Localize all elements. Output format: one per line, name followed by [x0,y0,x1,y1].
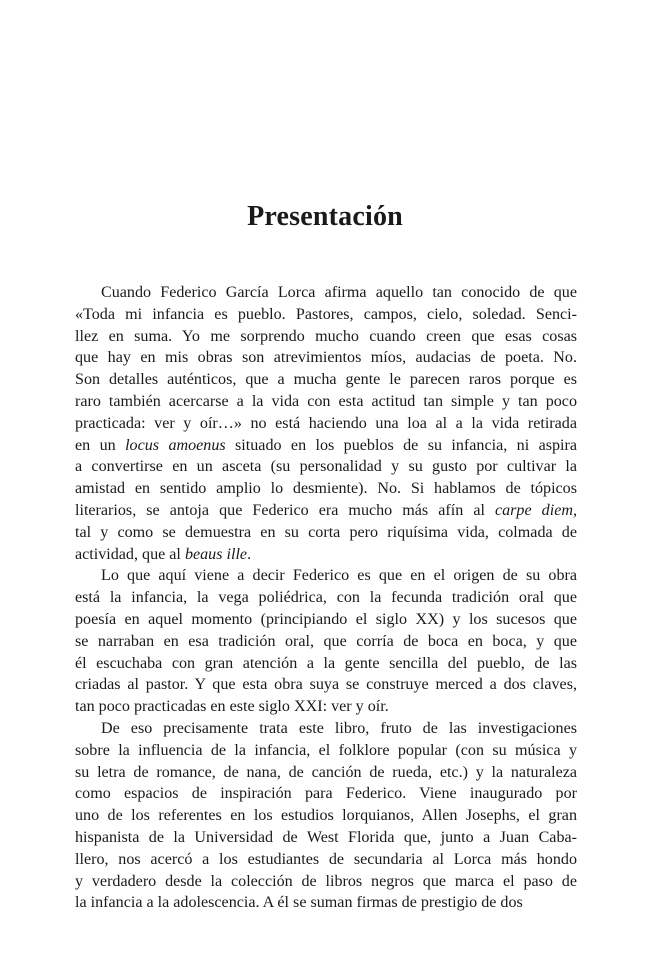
text-line [75,391,577,413]
text-segment: Lo que aquí viene a decir Federico es que en el origen de su obra [101,567,577,585]
text-segment: . [247,545,252,563]
text-line [75,326,577,348]
text-line [75,565,577,587]
text-segment: actividad, que al [75,545,185,563]
text-segment: raro también acercarse a la vida con esta actitud tan simple y tan poco [75,392,577,410]
text-segment: uno de los referentes en los estudios lorquianos, Allen Josephs, el gran [75,807,577,825]
text-line [75,347,577,369]
text-segment: hispanista de la Universidad de West Florida que, junto a Juan Caba- [75,828,577,846]
text-segment: y verdadero desde la colección de libros negros que marca el paso de [75,872,577,890]
text-segment: situado en los pueblos de su infancia, ni aspira [225,436,577,454]
text-line [75,413,577,435]
text-line [75,369,577,391]
text-line [75,827,577,849]
text-line [75,674,577,696]
text-line [75,653,577,675]
text-line [75,522,577,544]
body-text [75,282,577,914]
text-line [75,435,577,457]
text-segment: la infancia a la adolescencia. A él se suman firmas de prestigio de dos [75,894,523,912]
italic-text: locus amoenus [125,436,226,454]
text-segment: literarios, se antoja que Federico era mucho más afín al [75,501,495,519]
text-line [75,587,577,609]
text-line [75,609,577,631]
text-segment: en un [75,436,126,454]
text-line [75,762,577,784]
text-line [75,478,577,500]
text-segment: practicada: ver y oír…» no está haciendo una loa al a la vida retirada [75,414,577,432]
text-line [75,871,577,893]
text-segment: amistad en sentido amplio lo desmiente). No. Si hablamos de tópicos [75,480,577,498]
text-segment: que hay en mis obras son atrevimientos míos, audacias de poeta. No. [75,349,577,367]
text-segment: De eso precisamente trata este libro, fruto de las investigaciones [101,719,577,737]
text-segment: tal y como se demuestra en su corta pero riquísima vida, colmada de [75,523,577,541]
text-segment: sobre la influencia de la infancia, el folklore popular (con su música y [75,741,577,759]
text-segment: poesía en aquel momento (principiando el siglo XX) y los sucesos que [75,610,577,628]
text-segment: a convertirse en un asceta (su personalidad y su gusto por cultivar la [75,458,577,476]
text-segment: llero, nos acercó a los estudiantes de secundaria al Lorca más hondo [75,850,577,868]
text-line [75,892,577,914]
text-segment: se narraban en esa tradición oral, que corría de boca en boca, y que [75,632,577,650]
paragraph [75,282,577,565]
italic-text: carpe diem, [494,501,577,519]
text-segment: como espacios de inspiración para Federico. Viene inaugurado por [75,785,577,803]
text-line [75,740,577,762]
text-segment: Cuando Federico García Lorca afirma aquello tan conocido de que [101,284,577,301]
text-segment: «Toda mi infancia es pueblo. Pastores, campos, cielo, soledad. Senci- [75,305,577,323]
text-line [75,456,577,478]
text-line [75,783,577,805]
text-segment: llez en suma. Yo me sorprendo mucho cuando creen que esas cosas [75,327,577,345]
text-segment: su letra de romance, de nana, de canción de rueda, etc.) y la naturaleza [75,763,577,781]
paragraph [75,718,577,914]
text-line [75,805,577,827]
text-segment: tan poco practicadas en este siglo XXI: ver y oír. [75,698,389,716]
text-line [75,304,577,326]
text-segment: él escuchaba con gran atención a la gente sencilla del pueblo, de las [75,654,577,672]
text-line [75,696,577,718]
text-line [75,282,577,304]
paragraph [75,565,577,718]
page-title: Presentación [247,200,403,232]
text-line [75,849,577,871]
text-line [75,500,577,522]
text-segment: criadas al pastor. Y que esta obra suya se construye merced a dos claves, [75,676,577,694]
text-segment: Son detalles auténticos, que a mucha gente le parecen raros porque es [75,371,577,389]
text-line [75,718,577,740]
italic-text: beaus ille [184,545,248,563]
text-line [75,544,577,566]
text-line [75,631,577,653]
text-segment: está la infancia, la vega poliédrica, con la fecunda tradición oral que [75,589,577,607]
